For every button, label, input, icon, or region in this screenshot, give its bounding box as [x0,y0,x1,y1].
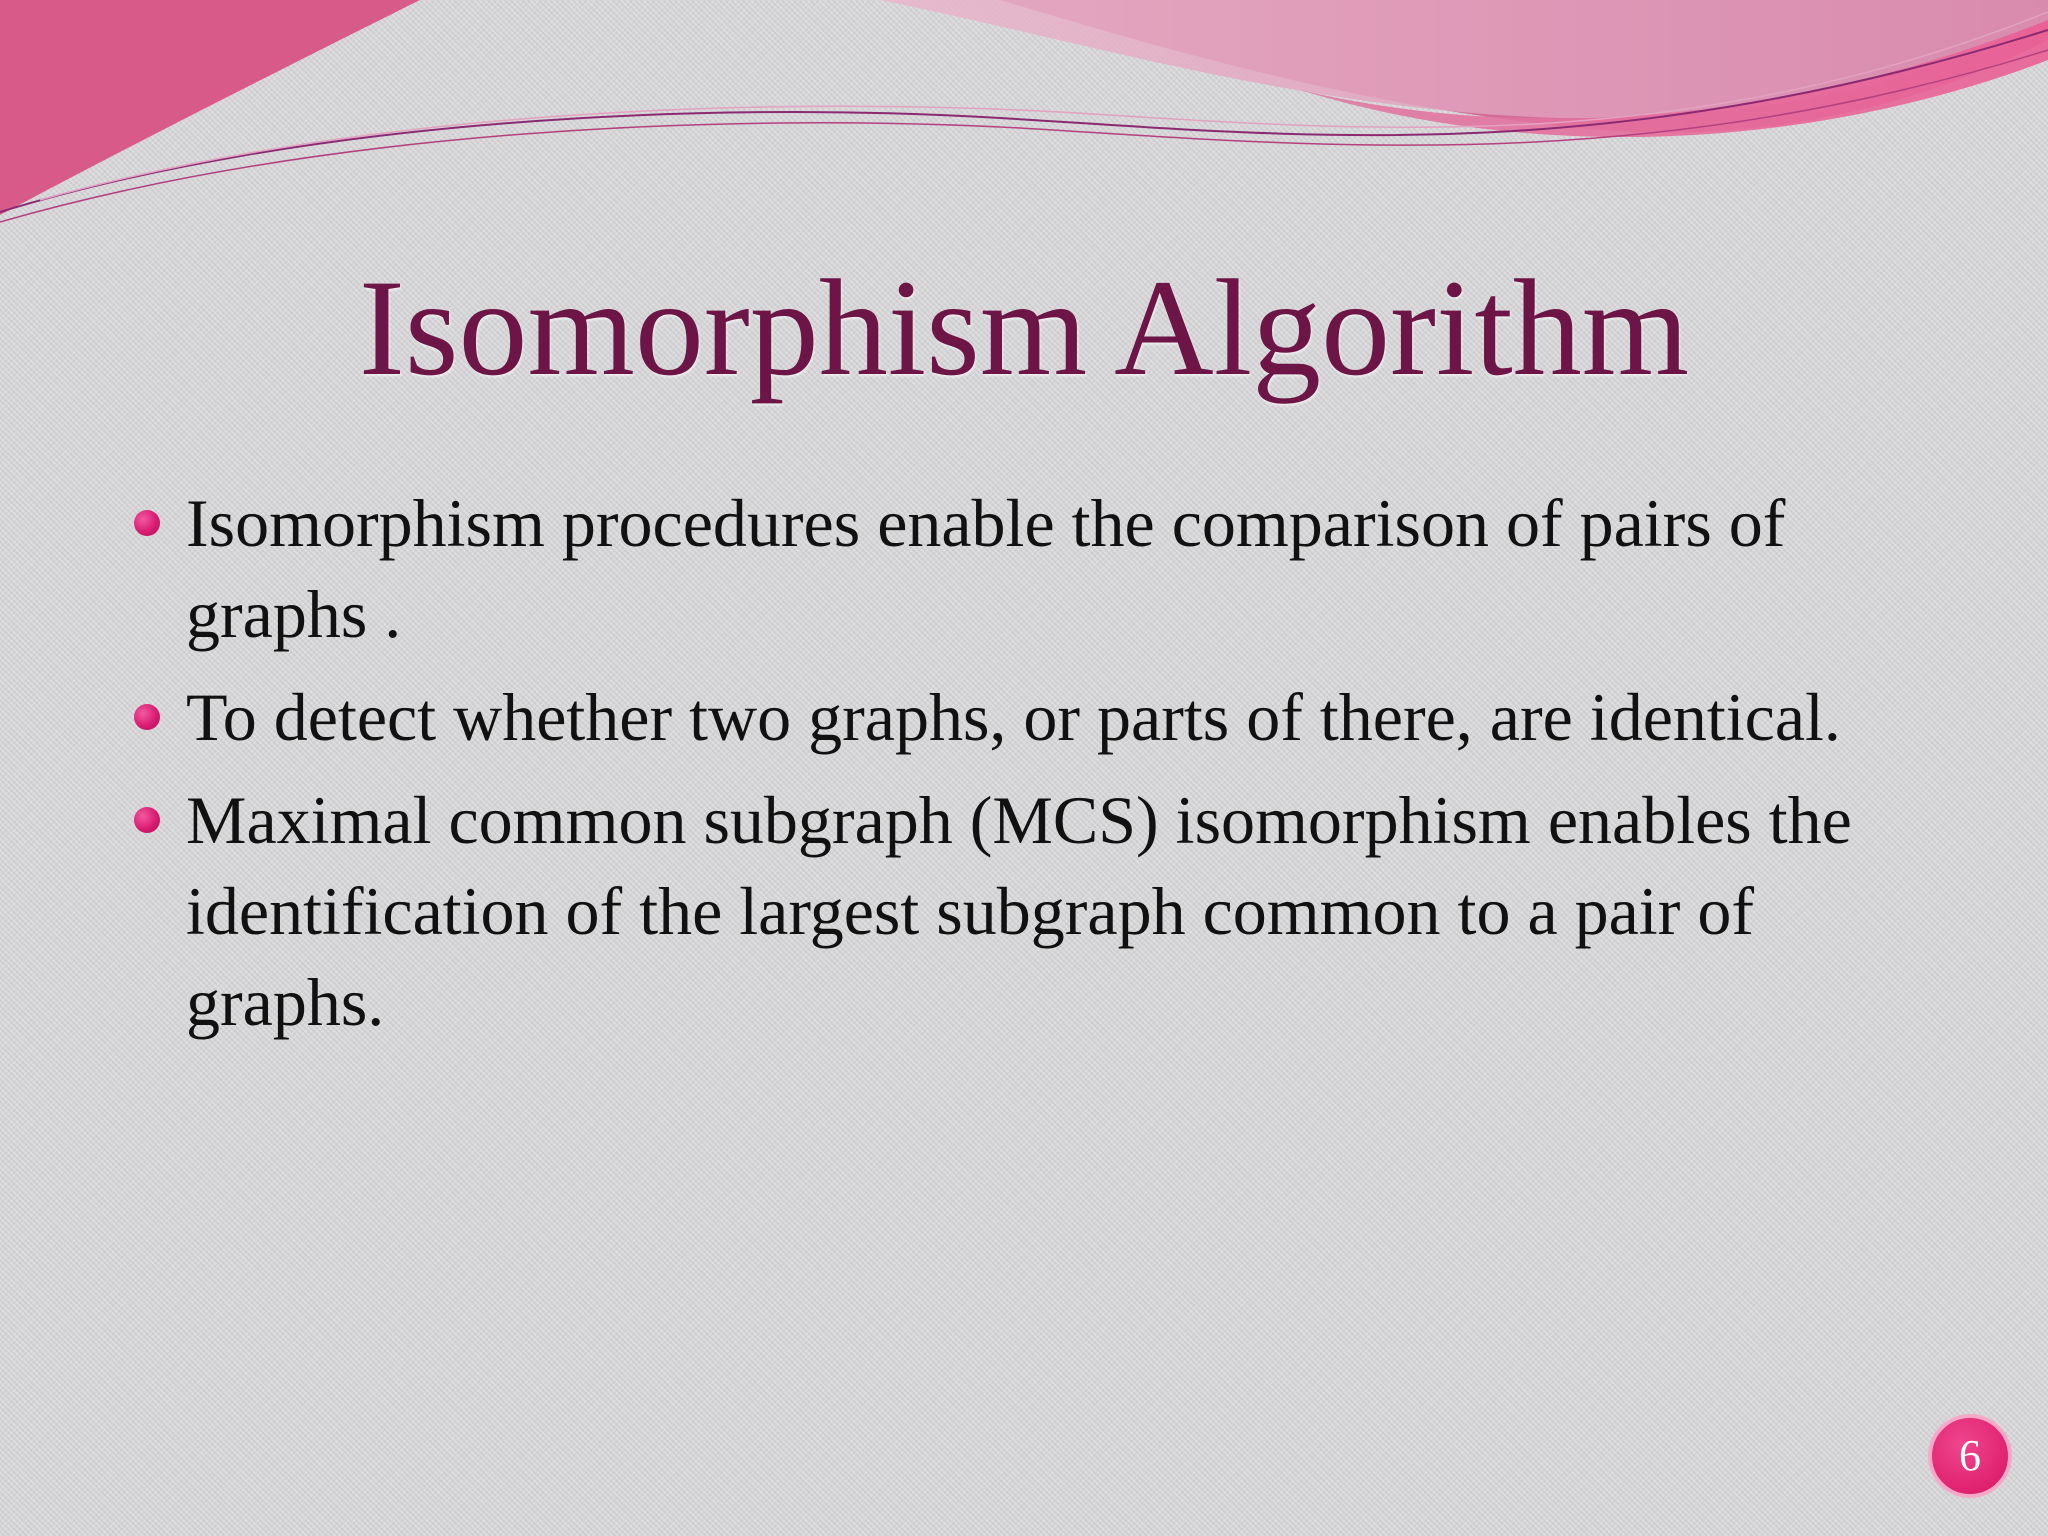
bullet-text: Isomorphism procedures enable the comparison of pairs of graphs . [186,485,1786,652]
slide-title: Isomorphism Algorithm [358,251,1690,404]
bullet-item [120,478,1960,660]
slide-number-badge: 6 [1928,1414,2012,1498]
bullet-item [120,672,1960,763]
bullet-dot-icon [134,510,160,536]
bullet-item [120,775,1960,1048]
bullet-text: Maximal common subgraph (MCS) isomorphism enables the identification of the largest subgraph common to a pair of graphs. [186,782,1852,1040]
bullet-dot-icon [134,704,160,730]
wave-band-left [0,0,420,215]
bullet-dot-icon [134,807,160,833]
bullet-text: To detect whether two graphs, or parts of there, are identical. [186,679,1841,755]
bullet-list [120,478,1960,1060]
decorative-wave-header [0,0,2048,240]
